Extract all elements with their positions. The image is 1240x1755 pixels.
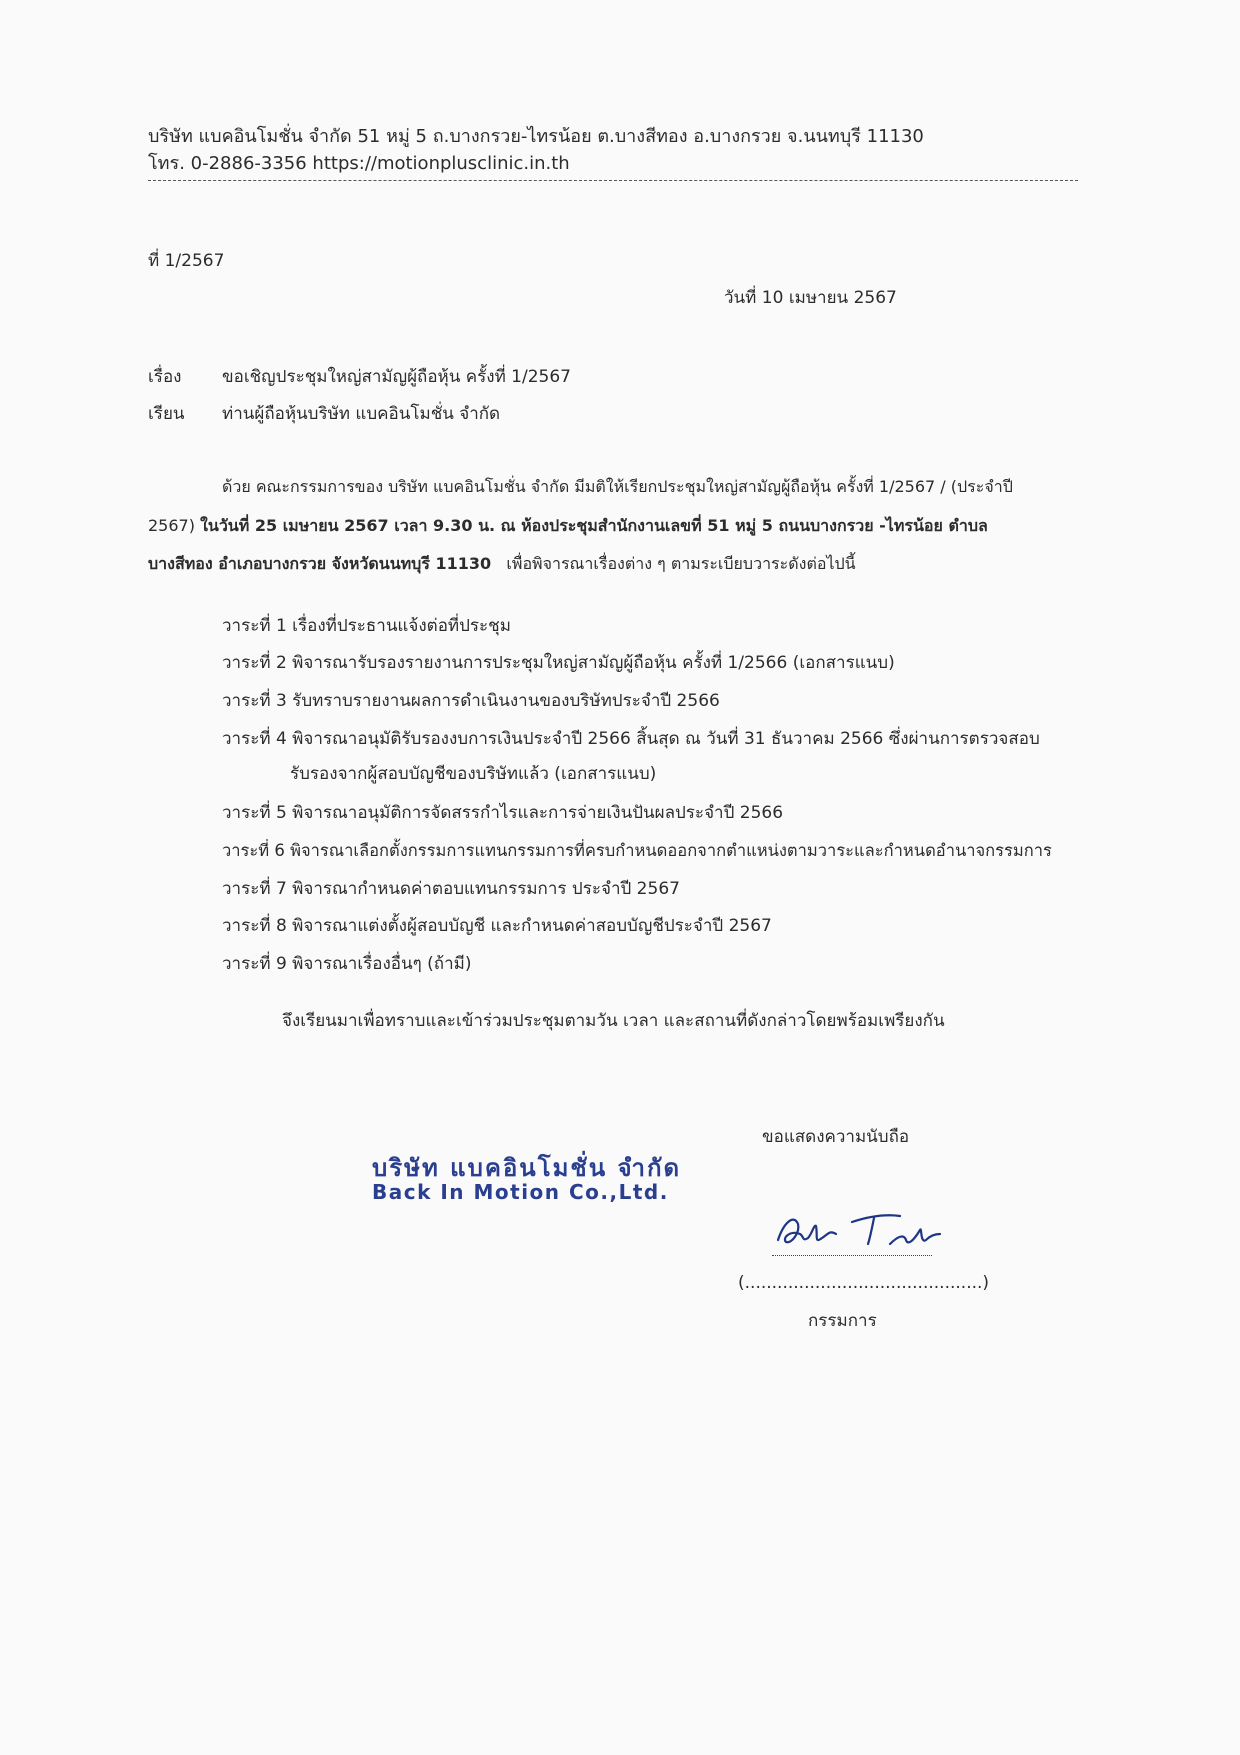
letterhead-address: บริษัท แบคอินโมชั่น จำกัด 51 หมู่ 5 ถ.บางกรวย-ไทรน้อย ต.บางสีทอง อ.บางกรวย จ.นนทบุรี 11130 [148,126,924,147]
agenda-item-4: วาระที่ 4 พิจารณาอนุมัติรับรองงบการเงินประจำปี 2566 สิ้นสุด ณ วันที่ 31 ธันวาคม 2566 ซึ่งผ่านการตรวจสอบ [222,729,1040,749]
body-line-2-year: 2567) [148,516,195,535]
signatory-name-placeholder: (............................................) [738,1273,990,1293]
agenda-item-4-continued: รับรองจากผู้สอบบัญชีของบริษัทแล้ว (เอกสารแนบ) [290,764,657,784]
closing-text: จึงเรียนมาเพื่อทราบและเข้าร่วมประชุมตามวัน เวลา และสถานที่ดังกล่าวโดยพร้อมเพรียงกัน [282,1011,945,1031]
letter-date: วันที่ 10 เมษายน 2567 [724,288,897,308]
body-line-3-location: บางสีทอง อำเภอบางกรวย จังหวัดนนทบุรี 11130 [148,554,492,573]
subject-label: เรื่อง [148,367,182,387]
reference-number: ที่ 1/2567 [148,251,225,271]
agenda-item-2: วาระที่ 2 พิจารณารับรองรายงานการประชุมใหญ่สามัญผู้ถือหุ้น ครั้งที่ 1/2566 (เอกสารแนบ) [222,653,895,673]
company-stamp-thai: บริษัท แบคอินโมชั่น จำกัด [372,1154,682,1182]
agenda-item-1: วาระที่ 1 เรื่องที่ประธานแจ้งต่อที่ประชุม [222,616,511,636]
body-line-2-meeting-details: ในวันที่ 25 เมษายน 2567 เวลา 9.30 น. ณ ห้องประชุมสำนักงานเลขที่ 51 หมู่ 5 ถนนบางกรวย -ไทรน้อย ตำบล [200,516,988,535]
agenda-item-5: วาระที่ 5 พิจารณาอนุมัติการจัดสรรกำไรและการจ่ายเงินปันผลประจำปี 2566 [222,803,784,823]
agenda-item-9: วาระที่ 9 พิจารณาเรื่องอื่นๆ (ถ้ามี) [222,954,472,974]
regards-text: ขอแสดงความนับถือ [762,1127,910,1147]
signatory-position: กรรมการ [808,1311,877,1331]
agenda-item-3: วาระที่ 3 รับทราบรายงานผลการดำเนินงานของบริษัทประจำปี 2566 [222,691,720,711]
body-line-3 [148,553,856,575]
body-line-3-purpose: เพื่อพิจารณาเรื่องต่าง ๆ ตามระเบียบวาระดังต่อไปนี้ [506,554,856,573]
agenda-item-7: วาระที่ 7 พิจารณากำหนดค่าตอบแทนกรรมการ ประจำปี 2567 [222,879,680,899]
body-line-1: ด้วย คณะกรรมการของ บริษัท แบคอินโมชั่น จำกัด มีมติให้เรียกประชุมใหญ่สามัญผู้ถือหุ้น ครั้งที่ 1/2567 / (ประจำปี [222,477,1013,496]
signature-line [772,1255,932,1256]
recipient-label: เรียน [148,404,185,424]
company-stamp-english: Back In Motion Co.,Ltd. [372,1180,669,1204]
letterhead-divider [148,180,1078,181]
handwritten-signature [770,1200,950,1260]
recipient-text: ท่านผู้ถือหุ้นบริษัท แบคอินโมชั่น จำกัด [222,404,501,424]
agenda-item-8: วาระที่ 8 พิจารณาแต่งตั้งผู้สอบบัญชี และกำหนดค่าสอบบัญชีประจำปี 2567 [222,916,772,936]
letterhead-contact: โทร. 0-2886-3356 https://motionplusclinic.in.th [148,153,570,174]
body-line-2 [148,515,988,537]
subject-text: ขอเชิญประชุมใหญ่สามัญผู้ถือหุ้น ครั้งที่ 1/2567 [222,367,571,387]
agenda-item-6: วาระที่ 6 พิจารณาเลือกตั้งกรรมการแทนกรรมการที่ครบกำหนดออกจากตำแหน่งตามวาระและกำหนดอำนาจกรรมการ [222,841,1052,860]
